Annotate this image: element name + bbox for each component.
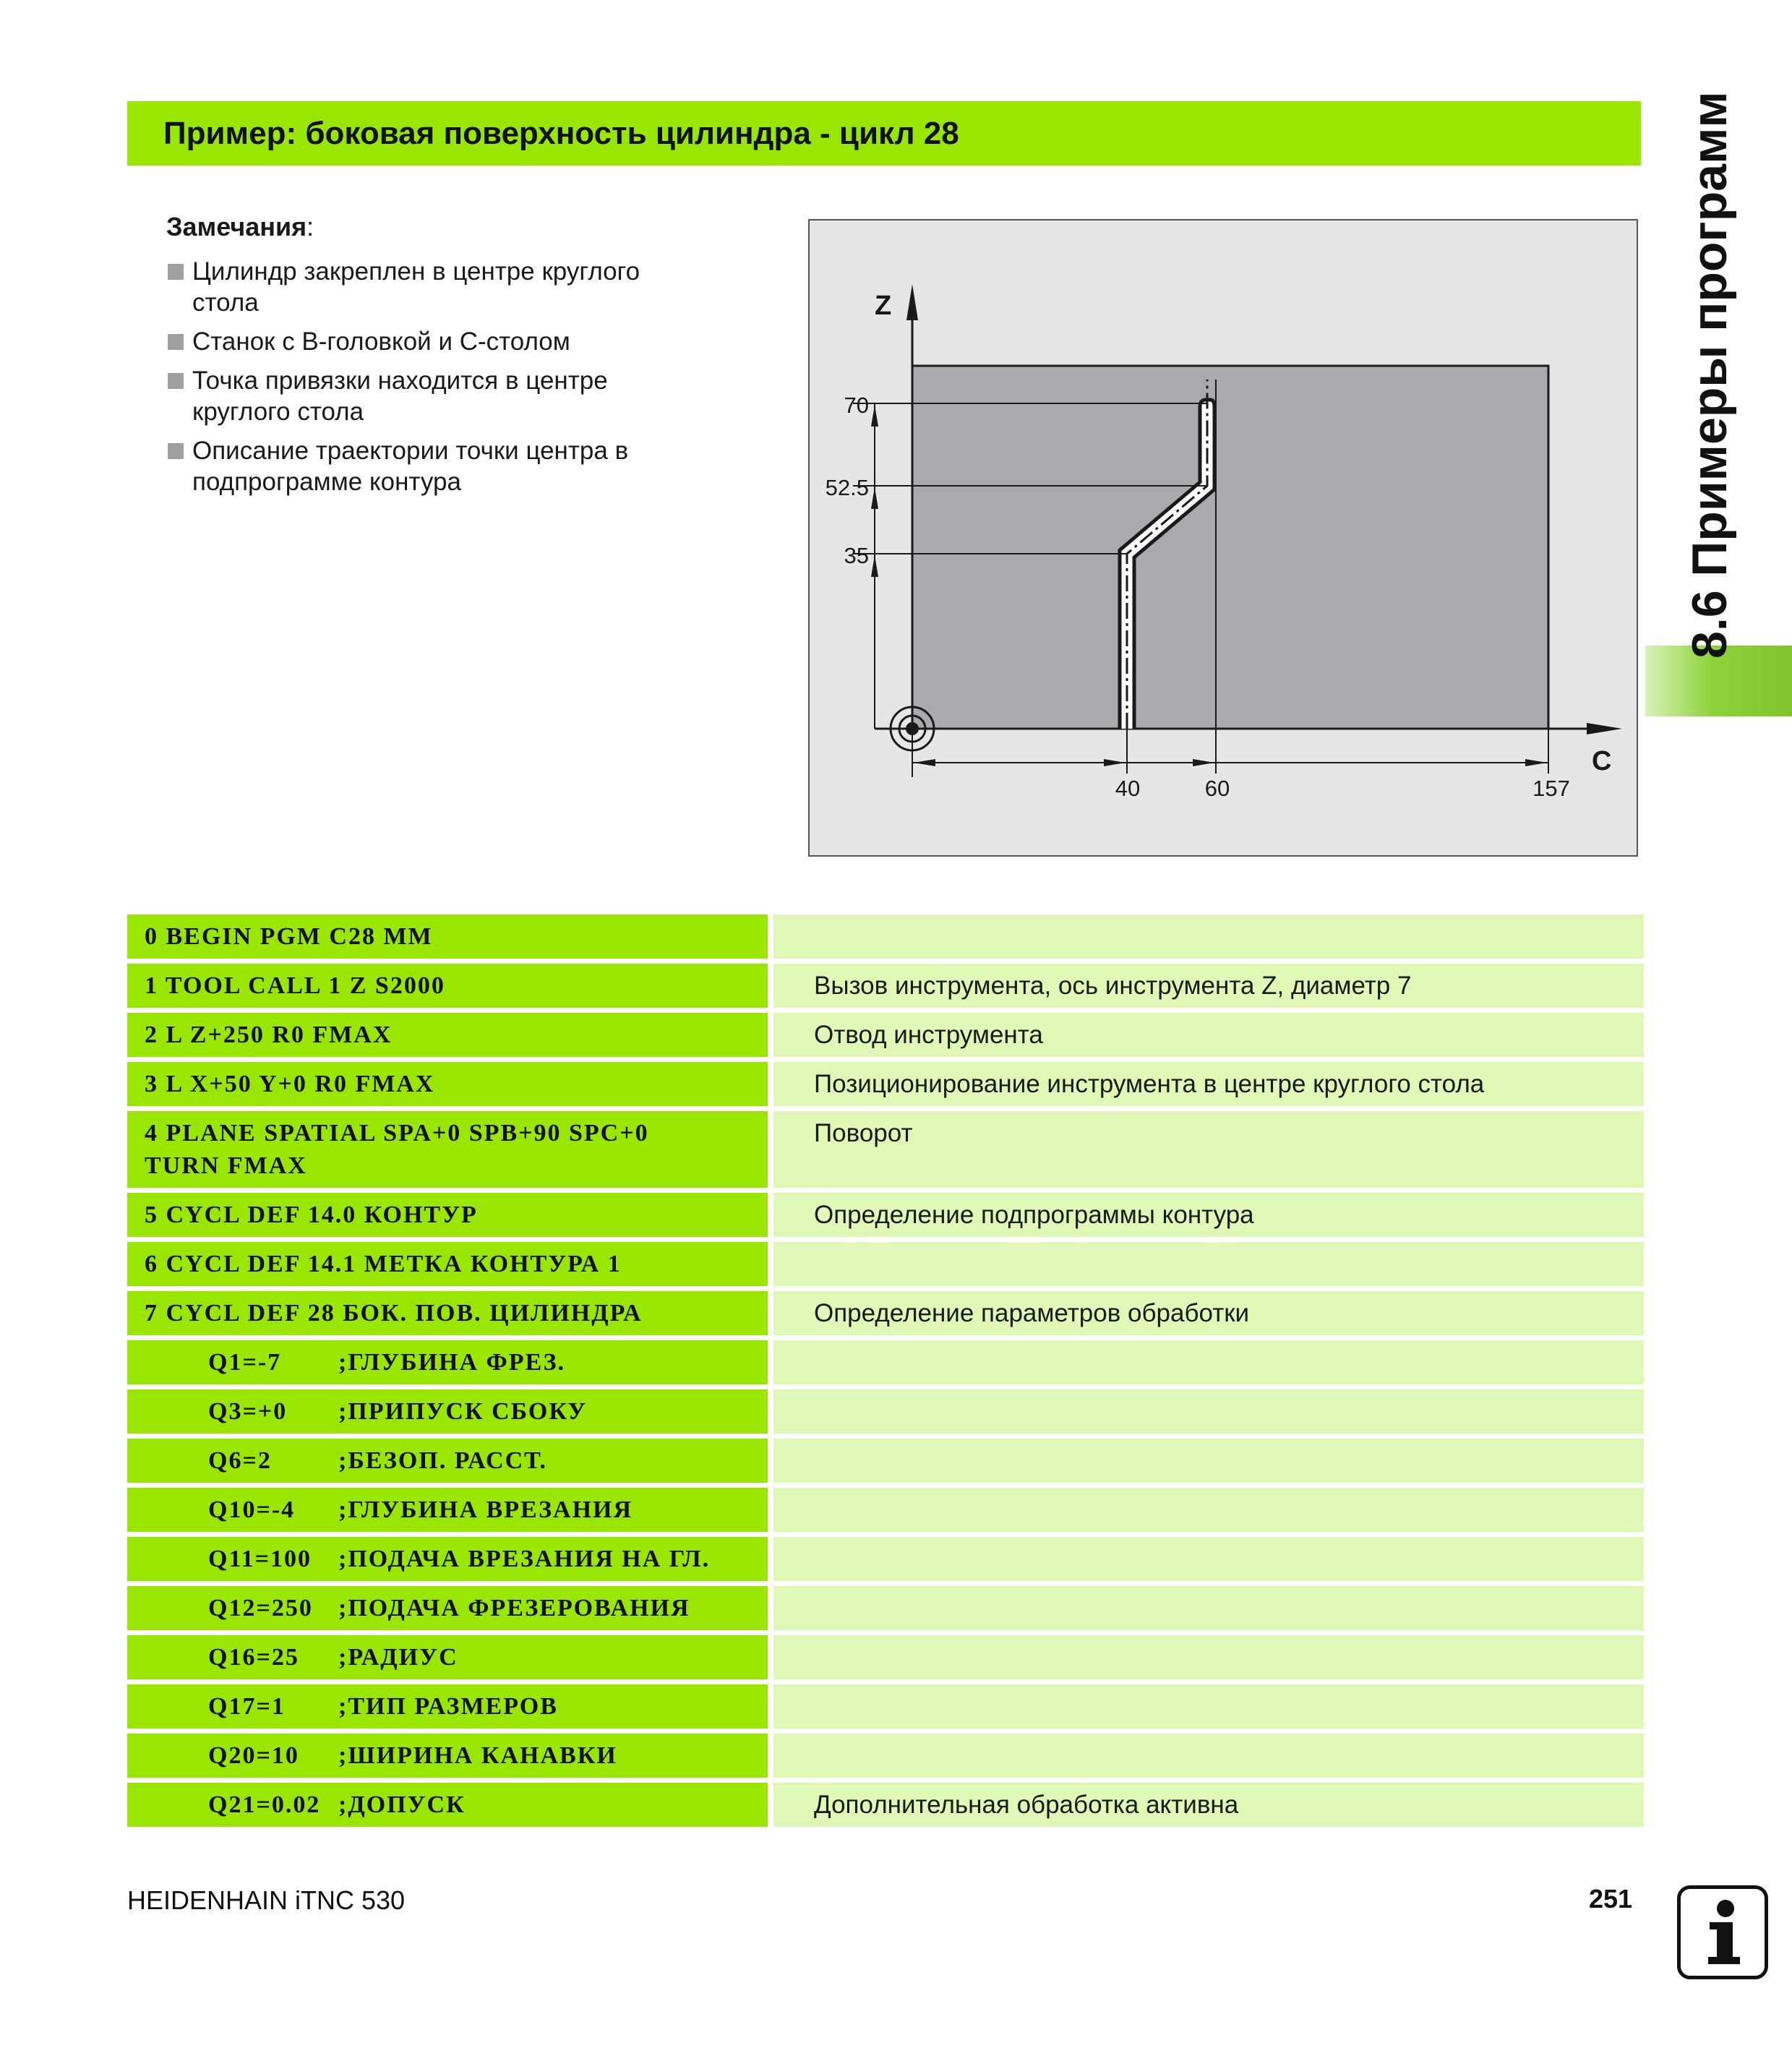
param-value: Q16=25 <box>208 1644 299 1671</box>
program-code: 1 TOOL CALL 1 Z S2000 <box>127 964 768 1008</box>
program-comment <box>773 1242 1644 1286</box>
param-comment: ;ГЛУБИНА ВРЕЗАНИЯ <box>338 1496 633 1523</box>
c-axis-arrow <box>1587 723 1622 734</box>
table-row <box>127 1586 1644 1630</box>
z-label-35: 35 <box>844 543 869 568</box>
info-stem <box>1708 1922 1740 1964</box>
z-label-52: 52.5 <box>825 475 869 500</box>
program-comment: Вызов инструмента, ось инструмента Z, диаметр 7 <box>773 964 1644 1008</box>
table-row <box>127 1537 1644 1581</box>
param-comment: ;ПРИПУСК СБОКУ <box>338 1398 588 1425</box>
program-comment <box>773 1389 1644 1434</box>
c-label-157: 157 <box>1532 776 1570 801</box>
c-label-60: 60 <box>1204 776 1230 801</box>
param-value: Q11=100 <box>208 1546 312 1572</box>
program-code: 2 L Z+250 R0 FMAX <box>127 1013 768 1057</box>
param-value: Q17=1 <box>208 1693 286 1720</box>
program-param <box>127 1586 768 1630</box>
program-param <box>127 1340 768 1384</box>
contour-diagram <box>808 219 1638 857</box>
param-comment: ;ДОПУСК <box>338 1791 466 1818</box>
program-code: 7 CYCL DEF 28 БОК. ПОВ. ЦИЛИНДРА <box>127 1291 768 1335</box>
list-item <box>165 435 758 497</box>
param-comment: ;РАДИУС <box>338 1644 458 1671</box>
z-label-70: 70 <box>844 393 869 418</box>
table-row <box>127 1291 1644 1335</box>
page-number: 251 <box>1589 1884 1633 1914</box>
table-row <box>127 1389 1644 1434</box>
program-code: 3 L X+50 Y+0 R0 FMAX <box>127 1062 768 1106</box>
table-row <box>127 1439 1644 1483</box>
notes-heading-text: Замечания <box>166 212 307 241</box>
notes-heading-colon: : <box>306 212 314 241</box>
c-dim-arrow-40 <box>1104 759 1126 766</box>
param-value: Q1=-7 <box>208 1349 282 1376</box>
note-line: подпрограмме контура <box>192 468 461 496</box>
program-code: 5 CYCL DEF 14.0 КОНТУР <box>127 1193 768 1237</box>
table-row <box>127 914 1644 959</box>
z-dim-arrow-70 <box>871 405 878 427</box>
program-code: 6 CYCL DEF 14.1 МЕТКА КОНТУРА 1 <box>127 1242 768 1286</box>
param-comment: ;БЕЗОП. РАССТ. <box>338 1447 547 1474</box>
param-value: Q21=0.02 <box>208 1791 321 1818</box>
table-row <box>127 1062 1644 1106</box>
c-dim-arrow-60 <box>1193 759 1214 766</box>
param-comment: ;ПОДАЧА ФРЕЗЕРОВАНИЯ <box>338 1595 690 1621</box>
program-comment: Позиционирование инструмента в центре круглого стола <box>773 1062 1644 1106</box>
program-code-line: 4 PLANE SPATIAL SPA+0 SPB+90 SPC+0 <box>145 1120 649 1147</box>
param-value: Q12=250 <box>208 1595 313 1621</box>
z-dim-arrow-52 <box>871 487 878 509</box>
note-line: стола <box>192 288 259 317</box>
table-row <box>127 1013 1644 1057</box>
param-value: Q20=10 <box>208 1742 299 1769</box>
program-param <box>127 1635 768 1679</box>
note-line: Описание траектории точки центра в <box>192 437 629 465</box>
chapter-title-text: 8.6 Примеры программ <box>1682 91 1737 659</box>
section-title-bar <box>127 101 1641 166</box>
bullet-square-icon <box>168 373 184 389</box>
bullet-square-icon <box>168 334 184 350</box>
param-comment: ;ПОДАЧА ВРЕЗАНИЯ НА ГЛ. <box>338 1546 711 1572</box>
program-comment: Дополнительная обработка активна <box>773 1783 1644 1827</box>
param-value: Q6=2 <box>208 1447 272 1474</box>
notes-section <box>165 211 758 505</box>
note-line: Станок с B-головкой и C-столом <box>192 327 570 356</box>
program-param <box>127 1537 768 1581</box>
list-item <box>165 326 758 357</box>
table-row <box>127 1242 1644 1286</box>
table-row <box>127 1734 1644 1778</box>
notes-list <box>165 256 758 497</box>
list-item <box>165 365 758 427</box>
program-comment <box>773 914 1644 959</box>
notes-heading <box>166 211 758 243</box>
table-row <box>127 1783 1644 1827</box>
param-comment: ;ТИП РАЗМЕРОВ <box>338 1693 558 1720</box>
footer-product: HEIDENHAIN iTNC 530 <box>127 1885 406 1915</box>
page-title: Пример: боковая поверхность цилиндра - цикл 28 <box>163 115 959 151</box>
program-comment: Поворот <box>773 1111 1644 1188</box>
contour-diagram-svg <box>810 220 1639 858</box>
c-dim-arrow-start <box>914 759 935 766</box>
program-comment <box>773 1439 1644 1483</box>
program-comment <box>773 1340 1644 1384</box>
program-comment: Отвод инструмента <box>773 1013 1644 1057</box>
param-value: Q3=+0 <box>208 1398 288 1425</box>
program-comment <box>773 1488 1644 1532</box>
info-dot <box>1717 1900 1734 1917</box>
note-line: Точка привязки находится в центре <box>192 367 608 395</box>
program-code <box>127 1111 768 1188</box>
program-comment <box>773 1586 1644 1630</box>
list-item <box>165 256 758 318</box>
param-comment: ;ШИРИНА КАНАВКИ <box>338 1742 617 1769</box>
c-axis-label: C <box>1592 746 1612 776</box>
program-param <box>127 1439 768 1483</box>
cylinder-surface-plate <box>912 366 1548 729</box>
program-param <box>127 1488 768 1532</box>
table-row <box>127 1488 1644 1532</box>
param-value: Q10=-4 <box>208 1496 296 1523</box>
program-comment <box>773 1684 1644 1728</box>
program-code: 0 BEGIN PGM C28 MM <box>127 914 768 959</box>
program-param <box>127 1389 768 1434</box>
program-comment: Определение подпрограммы контура <box>773 1193 1644 1237</box>
info-icon <box>1677 1885 1768 1979</box>
info-glyph <box>1681 1889 1765 1976</box>
program-comment <box>773 1537 1644 1581</box>
z-axis-label: Z <box>875 291 892 321</box>
param-comment: ;ГЛУБИНА ФРЕЗ. <box>338 1349 566 1376</box>
bullet-square-icon <box>168 264 184 280</box>
note-line: Цилиндр закреплен в центре круглого <box>192 257 640 286</box>
note-line: круглого стола <box>192 398 364 426</box>
table-row <box>127 1111 1644 1188</box>
c-label-40: 40 <box>1115 776 1141 801</box>
program-code-line: TURN FMAX <box>145 1152 307 1179</box>
table-row <box>127 1635 1644 1679</box>
z-dim-arrow-35 <box>871 555 878 577</box>
program-comment <box>773 1734 1644 1778</box>
program-table <box>127 914 1644 1832</box>
table-row <box>127 1193 1644 1237</box>
z-axis-arrow <box>906 284 918 320</box>
program-comment: Определение параметров обработки <box>773 1291 1644 1335</box>
program-param <box>127 1684 768 1728</box>
table-row <box>127 964 1644 1008</box>
program-param <box>127 1734 768 1778</box>
c-dim-arrow-157 <box>1525 759 1547 766</box>
table-row <box>127 1340 1644 1384</box>
program-comment <box>773 1635 1644 1679</box>
table-row <box>127 1684 1644 1728</box>
bullet-square-icon <box>168 443 184 459</box>
program-param <box>127 1783 768 1827</box>
